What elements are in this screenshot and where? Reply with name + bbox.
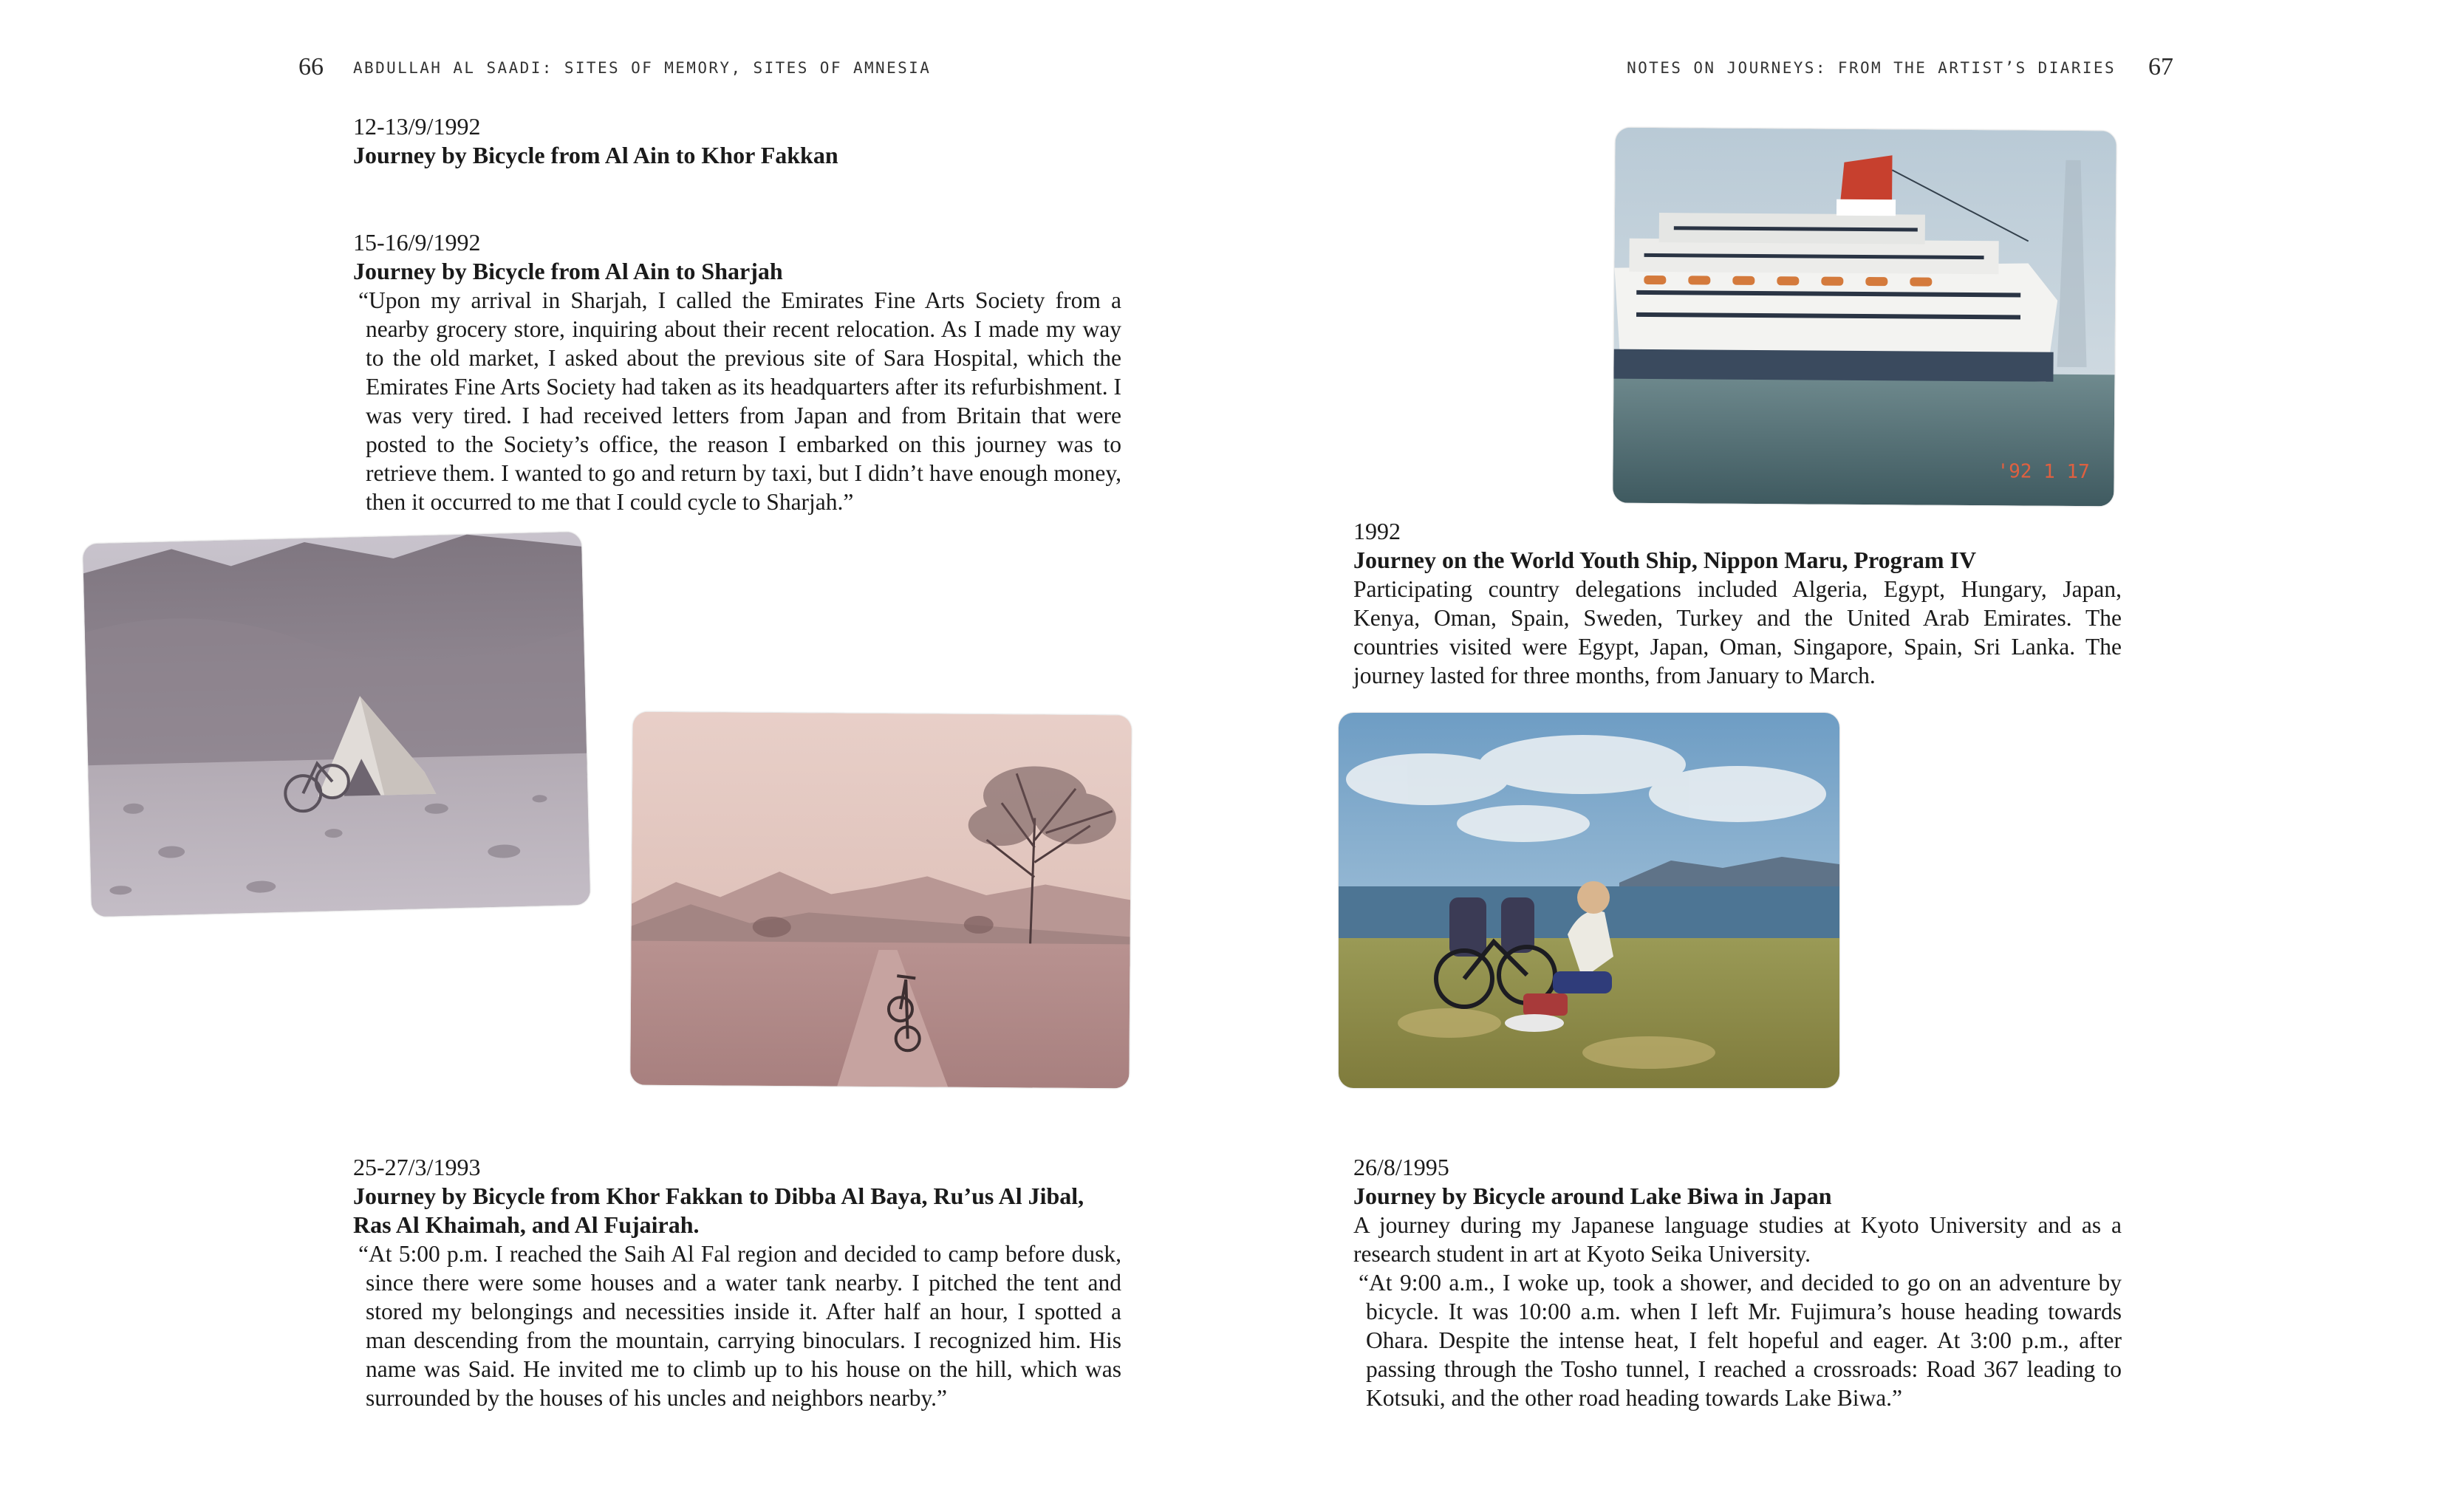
entry-quote: “Upon my arrival in Sharjah, I called the Emirates Fine Arts Society from a nearby grocery store, inquiring about their recent relocation. As I made my way to the old market, I asked about the previous site of Sara Hospital, which the Emirates Fine Arts Society had taken as its headquarters after its refurbishment. I was very tired. I had received letters from Japan and from Britain that were posted to the Society’s office, the reason I embarked on this journey was to retrieve them. I wanted to go and return by taxi, but I didn’t have enough money, then it occurred to me that I could cycle to Sharjah.”	[358, 287, 1121, 515]
cruise-ship-photo	[1613, 128, 2116, 507]
entry-date: 15-16/9/1992	[353, 229, 481, 256]
diary-entry	[1353, 1153, 2122, 1412]
entry-date: 12-13/9/1992	[353, 113, 481, 140]
cyclist-at-lake-photo	[1339, 713, 1839, 1088]
entry-body: Participating country delegations included Algeria, Egypt, Hungary, Japan, Kenya, Oman, Spain, Sweden, Turkey and the United Arab Emirates. The countries visited were Egypt, Japan, Oman, Singapore, Spain, Sri Lanka. The journey lasted for three months, from January to March.	[1353, 576, 2122, 688]
right-page-number: 67	[2148, 53, 2173, 81]
entry-title: Journey by Bicycle around Lake Biwa in Japan	[1353, 1183, 1832, 1209]
tent-in-desert-photo	[83, 532, 590, 917]
entry-date: 1992	[1353, 518, 1401, 544]
entry-body: A journey during my Japanese language studies at Kyoto University and as a research student in art at Kyoto Seika University.	[1353, 1212, 2122, 1267]
bicycle-on-road-photo	[630, 712, 1132, 1089]
entry-date: 26/8/1995	[1353, 1154, 1449, 1180]
entry-quote: “At 5:00 p.m. I reached the Saih Al Fal region and decided to camp before dusk, since there were some houses and a water tank nearby. I pitched the tent and stored my belongings and necessities inside it. After half an hour, I spotted a man descending from the mountain, carrying binoculars. I recognized him. His name was Said. He invited me to climb up to his house on the hill, which was surrounded by the houses of his uncles and neighbors nearby.”	[358, 1241, 1121, 1411]
entry-date: 25-27/3/1993	[353, 1154, 481, 1180]
entry-title: Journey by Bicycle from Khor Fakkan to Dibba Al Baya, Ru’us Al Jibal, Ras Al Khaimah, and Al Fujairah.	[353, 1183, 1084, 1238]
entry-title: Journey by Bicycle from Al Ain to Sharjah	[353, 258, 783, 284]
left-page-number: 66	[298, 53, 324, 81]
left-running-head: ABDULLAH AL SAADI: SITES OF MEMORY, SITES OF AMNESIA	[353, 59, 932, 77]
diary-entry	[1353, 517, 2122, 690]
diary-entry	[353, 112, 1121, 170]
diary-entry	[353, 1153, 1121, 1412]
right-running-head: NOTES ON JOURNEYS: FROM THE ARTIST’S DIARIES	[1627, 59, 2116, 77]
diary-entry	[353, 228, 1121, 516]
entry-quote: “At 9:00 a.m., I woke up, took a shower, and decided to go on an adventure by bicycle. It was 10:00 a.m. when I left Mr. Fujimura’s house heading towards Ohara. Despite the intense heat, I felt hopeful and eager. At 3:00 p.m., after passing through the Tosho tunnel, I reached a crossroads: Road 367 leading to Kotsuki, and the other road heading towards Lake Biwa.”	[1359, 1270, 2122, 1411]
entry-title: Journey on the World Youth Ship, Nippon Maru, Program IV	[1353, 547, 1977, 573]
entry-title: Journey by Bicycle from Al Ain to Khor Fakkan	[353, 142, 838, 168]
photo-date-stamp: '92 1 17	[1997, 460, 2090, 484]
